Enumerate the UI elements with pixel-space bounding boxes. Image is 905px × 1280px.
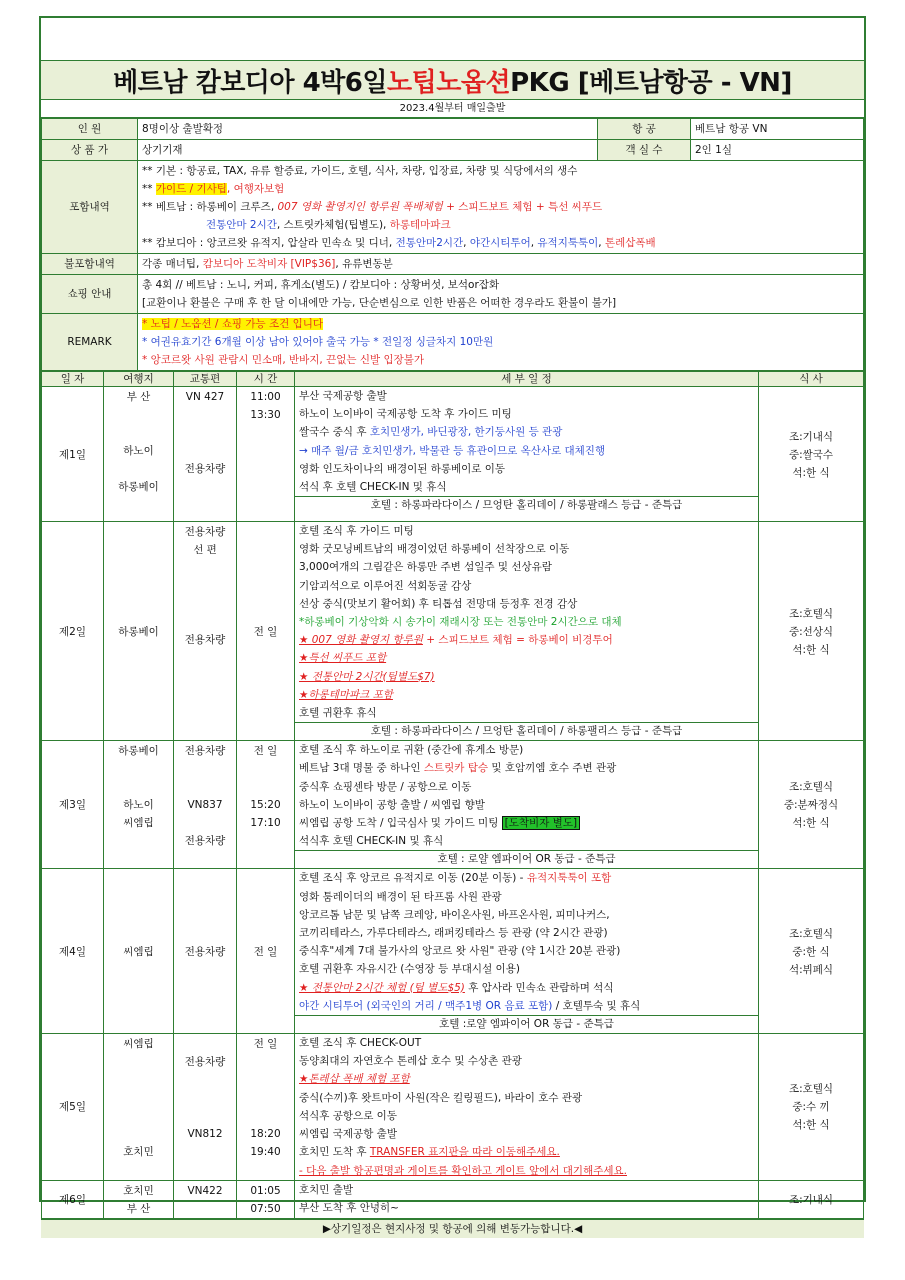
detail-line: 호텔 조식 후 가이드 미팅: [299, 525, 414, 537]
airline-label: 항 공: [598, 119, 691, 140]
place-cell: [104, 1180, 174, 1218]
time-cell: [237, 869, 295, 1034]
place-cell-line: [104, 1125, 173, 1143]
detail-line: 코끼리테라스, 가루다테라스, 래퍼킹테라스 등 관광 (약 2시간 관광): [299, 927, 608, 940]
col-detail: 세 부 일 정: [295, 372, 759, 387]
detail-line: 호치민 출발: [299, 1183, 354, 1196]
schedule-row: [42, 522, 864, 741]
meal-cell: [759, 1180, 864, 1218]
schedule-row: [42, 741, 864, 869]
transport-cell-line: VN422: [187, 1184, 223, 1197]
transport-cell-line: 전용차량: [184, 835, 226, 848]
transport-cell: [174, 869, 237, 1034]
schedule-table: [41, 371, 864, 1219]
detail-line: 영화 툼레이더의 배경이 된 타프롬 사원 관광: [299, 890, 502, 903]
transport-cell-line: [174, 559, 236, 577]
transport-cell-line: 전용차량: [184, 1056, 226, 1069]
day-label: 제2일: [59, 625, 86, 638]
detail-line: 석식후 호텔 CHECK-IN 및 휴식: [299, 835, 444, 848]
detail-line: 석식후 공항으로 이동: [299, 1109, 397, 1122]
transport-cell-line: [174, 442, 236, 460]
detail-segment: TRANSFER 표지판을 따라 이동해주세요.: [369, 1146, 560, 1159]
detail-line: 동양최대의 자연호수 톤레삽 호수 및 수상촌 관광: [299, 1055, 522, 1068]
footer-note: ▶상기일정은 현지사정 및 항공에 의해 변동가능합니다.◀: [41, 1219, 864, 1238]
time-cell-line: 전 일: [253, 625, 278, 638]
time-cell-line: [237, 1053, 294, 1071]
remark-label: REMARK: [42, 314, 138, 371]
place-cell-line: [104, 460, 173, 478]
include-line: ** 기본 : 항공료, TAX, 유류 할증료, 가이드, 호텔, 식사, 차량, 입장료, 차량 및 식당에서의 생수: [142, 165, 578, 177]
transport-cell-line: 전용차량: [184, 526, 226, 538]
detail-line: 호텔 조식 후 하노이로 귀환 (중간에 휴게소 방문): [299, 744, 524, 757]
time-cell-line: 11:00: [250, 391, 281, 403]
day-cell: [42, 869, 104, 1034]
time-cell-line: 전 일: [253, 945, 278, 958]
detail-line: [295, 423, 758, 441]
detail-line: [295, 814, 758, 832]
place-cell: [104, 522, 174, 741]
place-cell-line: [104, 760, 173, 778]
place-cell-line: [104, 406, 173, 424]
detail-line: 부산 도착 후 안녕히~: [299, 1201, 399, 1214]
time-cell-line: 13:30: [250, 409, 281, 421]
meal-cell-line: 중:쌀국수: [788, 448, 834, 461]
meal-cell: [759, 741, 864, 869]
meal-cell-line: 석:한 식: [792, 466, 830, 479]
detail-segment: 스트릿카 탑승: [423, 762, 489, 775]
detail-segment: ★ 007 영화 촬영지 항루원: [299, 634, 423, 647]
departure-note: 2023.4월부터 매일출발: [41, 100, 864, 118]
transport-cell-line: 전용차량: [184, 634, 226, 646]
title-text: 베트남 캄보디아 4박6일: [113, 67, 388, 98]
price-value: 상기기재: [138, 140, 598, 161]
day-label: 제1일: [59, 448, 86, 461]
schedule-row: [42, 1180, 864, 1218]
meal-cell-line: 조:호텔식: [788, 927, 834, 940]
meal-cell-line: 중:한 식: [792, 945, 830, 958]
detail-segment: 야간 시티투어 (외국인의 거리 / 맥주1병 OR 음료 포함): [299, 999, 553, 1012]
detail-segment: + 스피드보트 체험 = 하롱베이 비경투어: [422, 634, 613, 647]
exclude-details: 각종 매너팁, 캄보디아 도착비자 [VIP$36], 유류변동분: [138, 254, 864, 275]
itinerary-document: [39, 16, 866, 1235]
place-cell-line: [104, 1107, 173, 1125]
detail-line: 호텔 귀환후 자유시간 (수영장 등 부대시설 이용): [299, 963, 520, 976]
day-cell: [42, 387, 104, 522]
time-cell-line: 전 일: [253, 745, 278, 758]
meal-cell-line: 조:호텔식: [788, 1083, 834, 1096]
transport-cell-line: [174, 577, 236, 595]
place-cell-line: 부 산: [126, 391, 151, 403]
schedule-row: [42, 869, 864, 1034]
time-cell-line: 17:10: [250, 817, 281, 830]
transport-cell-line: [174, 814, 236, 832]
meal-cell: [759, 869, 864, 1034]
detail-line: 선상 중식(맛보기 활어회) 후 티톱섬 전망대 등정후 전경 감상: [299, 597, 578, 610]
meal-cell-line: 중:수 끼: [792, 1101, 830, 1114]
detail-segment: 씨엠립 공항 도착 / 입국심사 및 가이드 미팅: [299, 817, 502, 830]
col-meal: 식 사: [759, 372, 864, 387]
price-label: 상 품 가: [42, 140, 138, 161]
meal-cell-line: 조:호텔식: [788, 781, 834, 794]
detail-line: *하롱베이 기상악화 시 송가이 재래시장 또는 전통안마 2시간으로 대체: [299, 616, 622, 629]
include-details: [138, 161, 864, 254]
place-cell-line: 하롱베이: [118, 481, 159, 493]
transport-cell-line: [174, 424, 236, 442]
place-cell: [104, 387, 174, 522]
detail-line: 중식후"세계 7대 불가사의 앙코르 왓 사원" 관광 (약 1시간 20분 관광): [299, 945, 621, 958]
day-label: 제5일: [59, 1101, 86, 1114]
place-cell-line: 하롱베이: [118, 625, 159, 638]
col-place: 여행지: [104, 372, 174, 387]
detail-line: 앙코르톰 남문 및 남쪽 크레앙, 바이온사원, 바프온사원, 피미나커스,: [299, 908, 610, 921]
place-cell-line: [104, 1071, 173, 1089]
detail-line: 하노이 노이바이 국제공항 도착 후 가이드 미팅: [299, 408, 512, 421]
detail-line: → 매주 월/금 호치민생가, 박물관 등 휴관이므로 옥산사로 대체진행: [299, 444, 606, 457]
detail-line: ★ 전통안마 2시간(팁별도$7): [299, 670, 435, 683]
transport-cell-line: 전용차량: [184, 745, 226, 758]
detail-line: 씨엠립 국제공항 출발: [299, 1128, 397, 1141]
hotel-info: 호텔 : 로얄 엠파이어 OR 동급 - 준특급: [295, 850, 758, 868]
place-cell-line: 부 산: [126, 1202, 151, 1215]
title-highlight: 노팁노옵션: [387, 67, 511, 98]
detail-line: 호텔 귀환후 휴식: [299, 707, 377, 720]
detail-segment: ★ 전통안마 2시간 체험 (팁 별도$5): [299, 981, 465, 994]
time-cell: [237, 1180, 295, 1218]
place-cell-line: [104, 778, 173, 796]
detail-segment: [도착비자 별도]: [502, 816, 580, 830]
transport-cell-line: 전용차량: [184, 945, 226, 958]
meal-cell-line: 석:한 식: [792, 643, 830, 656]
day-cell: [42, 1034, 104, 1181]
transport-cell-line: [174, 1107, 236, 1125]
detail-line: ★하롱테마파크 포함: [299, 688, 393, 701]
title-suffix: PKG [베트남항공 - VN]: [510, 67, 792, 98]
place-cell-line: 하롱베이: [118, 745, 159, 758]
place-cell: [104, 1034, 174, 1181]
detail-cell: [295, 1180, 759, 1218]
place-cell-line: 하노이: [123, 799, 154, 812]
transport-cell-line: 선 편: [193, 544, 217, 556]
detail-line: 중식후 쇼핑센타 방문 / 공항으로 이동: [299, 780, 472, 793]
meal-cell-line: 조:기내식: [788, 430, 834, 443]
place-cell-line: 하노이: [123, 445, 154, 457]
place-cell-line: 씨엠립: [123, 1038, 154, 1051]
transport-cell-line: [174, 595, 236, 613]
meal-cell-line: 중:분짜정식: [783, 799, 839, 812]
include-line: ** 가이드 / 기사팁, 여행자보험: [142, 183, 285, 195]
detail-line: 영화 굿모닝베트남의 배경이었던 하롱베이 선착장으로 이동: [299, 543, 570, 556]
room-label: 객 실 수: [598, 140, 691, 161]
col-day: 일 자: [42, 372, 104, 387]
time-cell: [237, 387, 295, 522]
hotel-info: 호텔 : 하롱파라다이스 / 므엉탄 홀리데이 / 하롱팰리스 등급 - 준특급: [295, 722, 758, 740]
detail-line: [295, 979, 758, 997]
time-cell: [237, 1034, 295, 1181]
include-line: ** 베트남 : 하롱베이 크루즈, 007 영화 촬영지인 항루원 폭배체험 + 스피드보트 체험 + 특선 씨푸드: [142, 201, 603, 213]
transport-cell-line: 전용차량: [184, 463, 226, 475]
place-cell-line: [104, 1053, 173, 1071]
place-cell-line: [104, 1089, 173, 1107]
exclude-label: 불포함내역: [42, 254, 138, 275]
detail-line: - 다음 출발 항공편명과 게이트를 확인하고 게이트 앞에서 대기해주세요.: [299, 1164, 627, 1177]
meal-cell-line: 조:호텔식: [788, 607, 834, 620]
time-cell-line: [237, 778, 294, 796]
transport-cell-line: VN812: [187, 1128, 223, 1141]
hotel-info: 호텔 : 하롱파라다이스 / 므엉탄 홀리데이 / 하롱팔래스 등급 - 준특급: [295, 496, 758, 514]
time-cell-line: 07:50: [250, 1202, 281, 1215]
detail-line: 영화 인도차이나의 배경이된 하롱베이로 이동: [299, 462, 506, 475]
detail-segment: 및 호암끼엠 호수 주변 관광: [488, 762, 617, 775]
hotel-info: 호텔 :로얄 엠파이어 OR 동급 - 준특급: [295, 1015, 758, 1033]
include-line: ** 캄보디아 : 앙코르왓 유적지, 압살라 민속쇼 및 디너, 전통안마2시간, 야간시티투어, 유적지툭툭이, 톤레삽폭배: [142, 237, 656, 249]
transport-cell: [174, 387, 237, 522]
schedule-row: [42, 387, 864, 522]
detail-cell: [295, 741, 759, 869]
detail-segment: 호치민 도착 후: [299, 1146, 370, 1159]
include-label: 포함내역: [42, 161, 138, 254]
detail-line: 중식(수끼)후 왓트마이 사원(작은 킬링필드), 바라이 호수 관광: [299, 1091, 583, 1104]
detail-line: 기암괴석으로 이루어진 석회동굴 감상: [299, 579, 472, 592]
detail-line: ★톤레삽 폭배 체험 포함: [299, 1073, 410, 1086]
transport-cell-line: VN 427: [185, 391, 225, 403]
shopping-label: 쇼핑 안내: [42, 275, 138, 314]
detail-cell: [295, 522, 759, 741]
detail-segment: 베트남 3대 명물 중 하나인: [299, 762, 424, 775]
time-cell: [237, 522, 295, 741]
meal-cell-line: 석:한 식: [792, 817, 830, 830]
detail-segment: / 호텔투숙 및 휴식: [552, 999, 641, 1012]
meal-cell-line: 중:선상식: [788, 625, 834, 638]
transport-cell: [174, 522, 237, 741]
meal-cell-line: 석:한 식: [792, 1119, 830, 1132]
day-label: 제3일: [59, 799, 86, 812]
place-cell-line: 호치민: [123, 1184, 154, 1197]
detail-segment: 쌀국수 중식 후: [299, 426, 370, 439]
time-cell-line: [237, 760, 294, 778]
detail-line: [295, 1143, 758, 1161]
headcount-label: 인 원: [42, 119, 138, 140]
place-cell-line: 호치민: [123, 1146, 154, 1159]
detail-segment: 호치민생가, 바딘광장, 한기둥사원 등 관광: [369, 426, 563, 439]
detail-line: [295, 997, 758, 1015]
place-cell: [104, 741, 174, 869]
detail-line: 호텔 조식 후 CHECK-OUT: [299, 1037, 422, 1050]
place-cell: [104, 869, 174, 1034]
transport-cell-line: [174, 406, 236, 424]
day-cell: [42, 741, 104, 869]
detail-line: 부산 국제공항 출발: [299, 390, 387, 402]
detail-cell: [295, 387, 759, 522]
transport-cell: [174, 741, 237, 869]
day-label: 제6일: [59, 1193, 86, 1206]
transport-cell: [174, 1034, 237, 1181]
headcount-value: 8명이상 출발확정: [138, 119, 598, 140]
header-spacer: [41, 18, 864, 61]
remark-details: * 노팁 / 노옵션 / 쇼핑 가능 조건 입니다 * 여권유효기간 6개월 이상 남아 있어야 출국 가능 * 전일정 싱글차지 10만원 * 앙코르왓 사원 관람시 민소매, 반바지, 끈없는 신발 입장불가: [138, 314, 864, 371]
transport-cell-line: [174, 1035, 236, 1053]
room-value: 2인 1실: [691, 140, 864, 161]
transport-cell-line: [174, 613, 236, 631]
detail-line: [295, 869, 758, 887]
detail-line: ★특선 씨푸드 포함: [299, 652, 387, 665]
time-cell-line: 18:20: [250, 1128, 281, 1141]
transport-cell: [174, 1180, 237, 1218]
time-cell-line: [237, 1089, 294, 1107]
place-cell-line: 씨엠립: [123, 817, 154, 830]
page-title: [41, 61, 864, 100]
place-cell-line: [104, 424, 173, 442]
detail-segment: 유적지툭툭이 포함: [526, 872, 612, 885]
col-transport: 교통편: [174, 372, 237, 387]
detail-cell: [295, 869, 759, 1034]
transport-cell-line: [174, 778, 236, 796]
detail-line: 석식 후 호텔 CHECK-IN 및 휴식: [299, 481, 447, 494]
time-cell-line: 15:20: [250, 799, 281, 812]
time-cell-line: 01:05: [250, 1184, 281, 1197]
transport-cell-line: [174, 1071, 236, 1089]
detail-line: [295, 759, 758, 777]
meal-cell-line: 조:기내식: [788, 1193, 834, 1206]
meal-cell: [759, 387, 864, 522]
transport-cell-line: [174, 760, 236, 778]
time-cell: [237, 741, 295, 869]
detail-cell: [295, 1034, 759, 1181]
day-label: 제4일: [59, 945, 86, 958]
time-cell-line: [237, 1107, 294, 1125]
detail-line: 하노이 노이바이 공항 출발 / 씨엠립 향발: [299, 798, 485, 811]
meal-cell: [759, 522, 864, 741]
time-cell-line: 전 일: [253, 1038, 278, 1051]
day-cell: [42, 1180, 104, 1218]
day-cell: [42, 522, 104, 741]
shopping-details: 총 4회 // 베트남 : 노니, 커피, 휴게소(별도) / 캄보디아 : 상황버섯, 보석or잡화 [교환이나 환불은 구매 후 한 달 이내에만 가능, 단순변심으로 인한 반품은 어떠한 경우라도 환불이 불가]: [138, 275, 864, 314]
info-table: [41, 118, 864, 371]
time-cell-line: 19:40: [250, 1146, 281, 1159]
meal-cell: [759, 1034, 864, 1181]
detail-segment: 후 압사라 민속쇼 관람하며 석식: [464, 981, 614, 994]
include-line: 전통안마 2시간, 스트릿카체험(팁별도), 하롱테마파크: [206, 219, 451, 231]
transport-cell-line: VN837: [187, 799, 223, 812]
place-cell-line: 씨엠립: [123, 945, 154, 958]
detail-segment: 호텔 조식 후 앙코르 유적지로 이동 (20분 이동) -: [299, 872, 527, 885]
transport-cell-line: [174, 1089, 236, 1107]
detail-line: 3,000여개의 그림같은 하롱만 주변 섬일주 및 선상유람: [299, 561, 552, 574]
schedule-row: [42, 1034, 864, 1181]
detail-line: [295, 631, 758, 649]
meal-cell-line: 석:뷔페식: [788, 963, 834, 976]
time-cell-line: [237, 1071, 294, 1089]
airline-value: 베트남 항공 VN: [691, 119, 864, 140]
col-time: 시 간: [237, 372, 295, 387]
